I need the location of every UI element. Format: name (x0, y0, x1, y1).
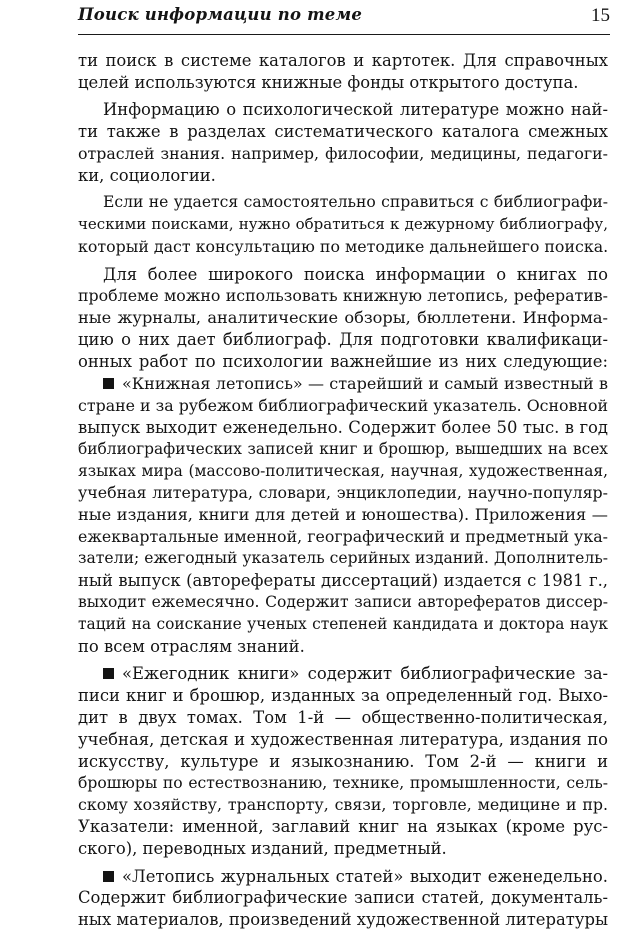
text-line: ского), переводных изданий, предметный. (78, 839, 447, 859)
text-line: Указатели: именной, заглавий книг на языках (кроме рус- (78, 817, 608, 837)
text-line: стране и за рубежом библиографический указатель. Основной (78, 395, 608, 415)
text-line: выходит ежемесячно. Содержит записи авторефератов диссер- (78, 592, 608, 611)
text-line: ные журналы, аналитические обзоры, бюллетени. Информа- (78, 308, 608, 328)
text-line: ти также в разделах систематического каталога смежных (78, 122, 608, 142)
text-line: скому хозяйству, транспорту, связи, торговле, медицине и пр. (78, 795, 608, 815)
text-line: отраслей знания. например, философии, медицины, педагоги- (78, 144, 608, 164)
text-line: брошюры по естествознанию, технике, промышленности, сель- (78, 773, 608, 792)
bullet-line (78, 663, 608, 685)
text-line: цию о них дает библиограф. Для подготовки квалификаци- (78, 330, 608, 350)
text-line: Информацию о психологической литературе можно най- (103, 100, 608, 120)
text-line: учебная, детская и художественная литература, издания по (78, 729, 608, 749)
text-line: Содержит библиографические записи статей, документаль- (78, 888, 608, 908)
text-line: ти поиск в системе каталогов и картотек. Для справочных (78, 51, 608, 70)
text-line: который даст консультацию по методике дальнейшего поиска. (78, 237, 609, 257)
text-line: библиографических записей книг и брошюр, вышедших на всех (78, 439, 608, 458)
running-header (78, 0, 610, 35)
bullet-text: «Ежегодник книги» содержит библиографические за- (122, 664, 608, 684)
text-line: Для более широкого поиска информации о книгах по (103, 264, 608, 284)
text-line: Если не удается самостоятельно справиться с библиографи- (103, 193, 608, 212)
text-line: учебная литература, словари, энциклопедии, научно-популяр- (78, 483, 608, 503)
square-bullet-icon (103, 871, 114, 882)
text-line: по всем отраслям знаний. (78, 636, 305, 656)
text-line: дит в двух томах. Том 1-й — общественно-политическая, (78, 707, 608, 727)
bullet-line (78, 373, 608, 395)
text-line: целей используются книжные фонды открытого доступа. (78, 72, 579, 92)
bullet-line (78, 866, 608, 888)
text-line: ежеквартальные именной, географический и предметный ука- (78, 527, 608, 547)
text-line: ки, социологии. (78, 165, 216, 185)
page-number: 15 (591, 5, 610, 26)
square-bullet-icon (103, 378, 114, 389)
text-line: писи книг и брошюр, изданных за определенный год. Выхо- (78, 685, 608, 705)
body-text (78, 50, 608, 931)
text-line: ные издания, книги для детей и юношества). Приложения — (78, 505, 608, 525)
text-line: таций на соискание ученых степеней кандидата и доктора наук (78, 614, 608, 633)
text-line: онных работ по психологии важнейшие из них следующие: (78, 352, 608, 372)
text-line: искусству, культуре и языкознанию. Том 2-й — книги и (78, 751, 608, 771)
bullet-text: «Книжная летопись» — старейший и самый известный в (122, 373, 608, 393)
square-bullet-icon (103, 668, 114, 679)
text-line: ный выпуск (авторефераты диссертаций) издается с 1981 г., (78, 570, 608, 590)
text-line: проблеме можно использовать книжную летопись, рефератив- (78, 286, 608, 306)
text-line: выпуск выходит еженедельно. Содержит более 50 тыс. в год (78, 417, 608, 437)
text-line: затели; ежегодный указатель серийных изданий. Дополнитель- (78, 549, 608, 568)
text-line: ных материалов, произведений художественной литературы (78, 910, 608, 930)
text-line: языках мира (массово-политическая, научная, художественная, (78, 461, 608, 480)
text-line: ческими поисками, нужно обратиться к дежурному библиографу, (78, 215, 608, 234)
bullet-text: «Летопись журнальных статей» выходит еженедельно. (122, 866, 608, 886)
chapter-title: Поиск информации по теме (78, 5, 363, 24)
